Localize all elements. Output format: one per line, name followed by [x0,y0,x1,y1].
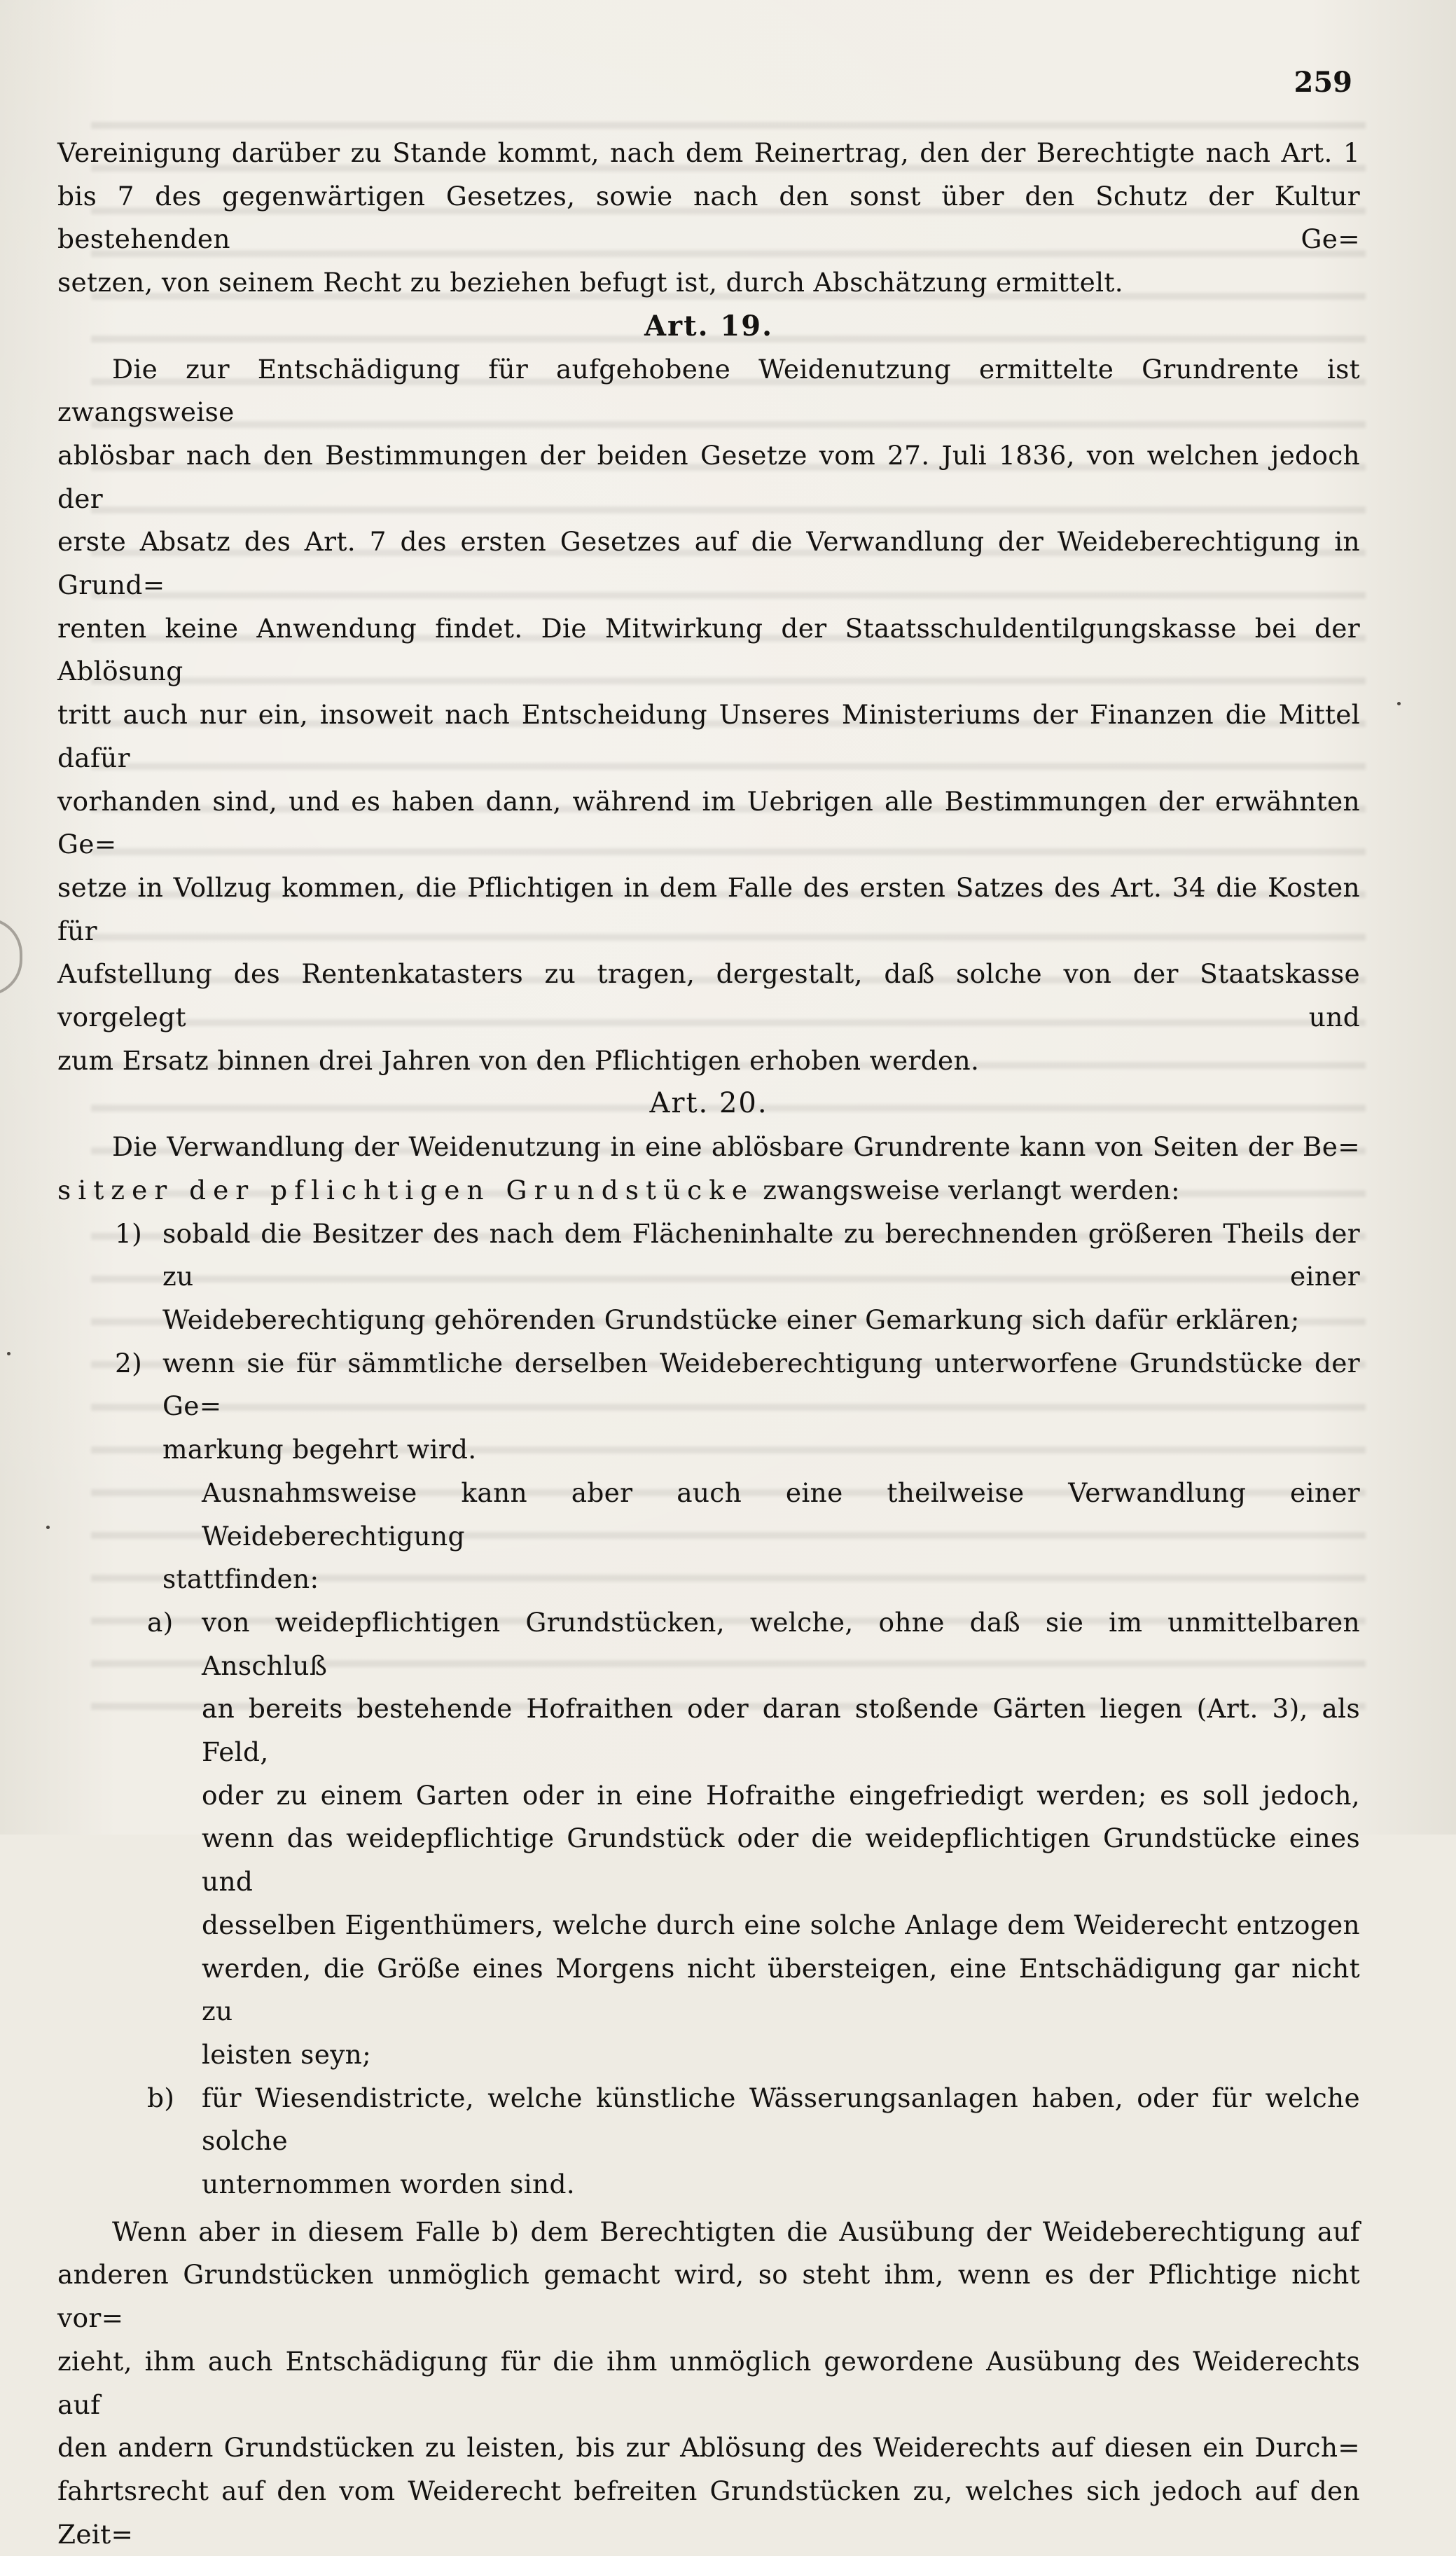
text-line: leisten seyn; [202,2038,372,2070]
list-item-b [57,2077,1360,2163]
text-line: setzen, von seinem Recht zu beziehen befugt ist, durch Abschätzung ermittelt. [57,267,1124,298]
article-heading-19: Art. 19. [644,309,774,343]
text-line: fahrtsrecht auf den vom Weiderecht befreiten Grundstücken zu, welches sich jedoch auf den Zeit= [57,2475,1360,2550]
page-number: 259 [1294,66,1352,99]
text-line: anderen Grundstücken unmöglich gemacht wird, so steht ihm, wenn es der Pflichtige nicht vor= [57,2259,1360,2334]
text-line: von weidepflichtigen Grundstücken, welche, ohne daß sie im unmittelbaren Anschluß [202,1606,1360,1681]
text-line: Vereinigung darüber zu Stande kommt, nach dem Reinertrag, den der Berechtigte nach Art. 1 [57,137,1360,168]
text-line: unternommen worden sind. [202,2169,575,2200]
page-edge-mark [0,918,22,996]
text-line: wenn das weidepflichtige Grundstück oder die weidepflichtigen Grundstücke eines und [202,1823,1360,1898]
text-line: erste Absatz des Art. 7 des ersten Gesetzes auf die Verwandlung der Weideberechtigung in Grund= [57,526,1360,601]
text-line [57,1169,1360,1213]
text-line: ablösbar nach den Bestimmungen der beiden Gesetze vom 27. Juli 1836, von welchen jedoch der [57,439,1360,514]
text-line: desselben Eigenthümers, welche durch eine solche Anlage dem Weiderecht entzogen [202,1909,1360,1940]
list-item-a [57,1601,1360,1687]
text-line: Ausnahmsweise kann aber auch eine theilweise Verwandlung einer Weideberechtigung [202,1477,1360,1552]
text-line: Die zur Entschädigung für aufgehobene Weidenutzung ermittelte Grundrente ist zwangsweise [57,353,1360,428]
article-heading-20: Art. 20. [649,1087,768,1120]
list-item-1 [57,1213,1360,1299]
text-fragment: zwangsweise verlangt werden: [754,1174,1180,1206]
list-item-2 [57,1342,1360,1428]
text-line: tritt auch nur ein, insoweit nach Entscheidung Unseres Ministeriums der Finanzen die Mittel dafür [57,699,1360,773]
text-line: stattfinden: [162,1563,319,1595]
body-text [57,132,1360,2556]
text-line: zum Ersatz binnen drei Jahren von den Pflichtigen erhoben werden. [57,1044,980,1076]
text-line: markung begehrt wird. [162,1434,477,1465]
list-marker: 2) [115,1347,143,1379]
text-line: Weideberechtigung gehörenden Grundstücke einer Gemarkung sich dafür erklären; [162,1304,1300,1335]
text-line: setze in Vollzug kommen, die Pflichtigen in dem Falle des ersten Satzes des Art. 34 die Kosten für [57,871,1360,946]
list-marker: a) [147,1606,174,1638]
text-line: für Wiesendistricte, welche künstliche Wässerungsanlagen haben, oder für welche solche [202,2082,1360,2157]
speck [1397,702,1401,705]
text-line: wenn sie für sämmtliche derselben Weideberechtigung unterworfene Grundstücke der Ge= [162,1347,1360,1422]
spaced-emphasis: sitzer der pflichtigen Grundstücke [57,1174,755,1206]
list-marker: 1) [115,1217,143,1249]
text-line: oder zu einem Garten oder in eine Hofraithe eingefriedigt werden; es soll jedoch, [202,1779,1360,1811]
text-line: den andern Grundstücken zu leisten, bis zur Ablösung des Weiderechts auf diesen ein Durch= [57,2432,1360,2464]
list-marker: b) [147,2082,175,2113]
text-line: Wenn aber in diesem Falle b) dem Berechtigten die Ausübung der Weideberechtigung auf [112,2216,1360,2247]
text-line: zieht, ihm auch Entschädigung für die ihm unmöglich gewordene Ausübung des Weiderechts auf [57,2345,1360,2420]
text-line: Die Verwandlung der Weidenutzung in eine ablösbare Grundrente kann von Seiten der Be= [112,1131,1360,1163]
text-line: renten keine Anwendung findet. Die Mitwirkung der Staatsschuldentilgungskasse bei der Ablösung [57,612,1360,687]
text-line: bis 7 des gegenwärtigen Gesetzes, sowie nach den sonst über den Schutz der Kultur bestehenden Ge= [57,180,1360,255]
text-line: vorhanden sind, und es haben dann, während im Uebrigen alle Bestimmungen der erwähnten Ge= [57,785,1360,860]
text-line: Aufstellung des Rentenkatasters zu tragen, dergestalt, daß solche von der Staatskasse vorgelegt und [57,958,1360,1033]
text-line: werden, die Größe eines Morgens nicht übersteigen, eine Entschädigung gar nicht zu [202,1952,1360,2027]
text-line: sobald die Besitzer des nach dem Flächeninhalte zu berechnenden größeren Theils der zu einer [162,1217,1360,1292]
speck [7,1352,11,1355]
text-line: an bereits bestehende Hofraithen oder daran stoßende Gärten liegen (Art. 3), als Feld, [202,1693,1360,1768]
speck [46,1526,50,1529]
